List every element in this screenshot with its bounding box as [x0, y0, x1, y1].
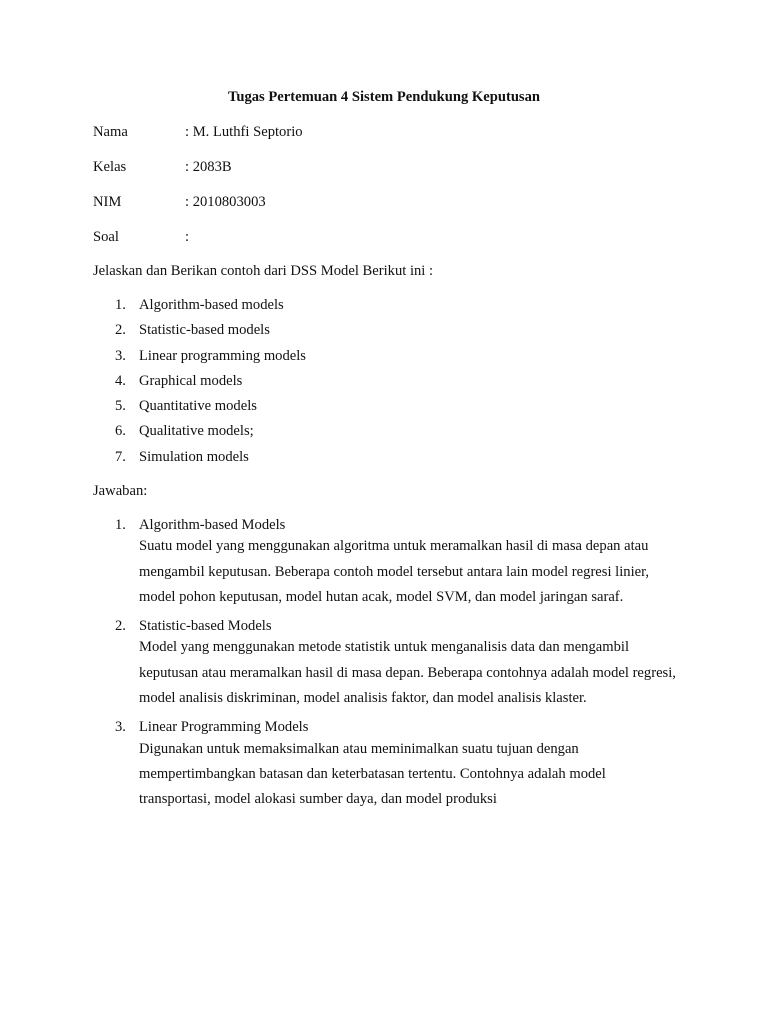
answer-item [93, 718, 683, 819]
answer-heading: Algorithm-based Models [139, 517, 286, 533]
answer-body: Model yang menggunakan metode statistik untuk menganalisis data dan mengambil keputusan atau meramalkan hasil di masa depan. Beberapa contohnya adalah model regresi, model analisis diskriminan, model analisis faktor, dan model analisis klaster. [139, 639, 676, 707]
list-item [93, 448, 693, 473]
list-item [93, 296, 693, 321]
list-number: 6. [115, 423, 126, 440]
answer-list [93, 516, 683, 820]
list-number: 7. [115, 448, 126, 465]
question-list [93, 296, 693, 473]
info-label: Soal [93, 229, 119, 245]
info-value: : 2010803003 [185, 194, 266, 210]
list-item-text: Linear programming models [139, 347, 306, 364]
list-item [93, 321, 693, 346]
instruction-text: Jelaskan dan Berikan contoh dari DSS Model Berikut ini : [93, 263, 434, 279]
info-value: : M. Luthfi Septorio [185, 124, 303, 140]
answer-heading: Statistic-based Models [139, 618, 272, 635]
list-number: 1. [115, 297, 126, 313]
list-number: 1. [115, 517, 126, 533]
answer-label: Jawaban: [93, 483, 148, 499]
list-item [93, 422, 693, 447]
list-number: 3. [115, 719, 126, 736]
info-label: Kelas [93, 159, 127, 175]
document-title: Tugas Pertemuan 4 Sistem Pendukung Keputusan [227, 89, 541, 105]
answer-heading: Linear Programming Models [139, 719, 309, 736]
list-item-text: Graphical models [139, 372, 243, 389]
info-value: : 2083B [185, 159, 232, 175]
answer-item [93, 617, 683, 718]
list-item-text: Algorithm-based models [139, 297, 284, 313]
list-item-text: Qualitative models; [139, 423, 254, 440]
list-item [93, 372, 693, 397]
list-item [93, 347, 693, 372]
list-number: 3. [115, 347, 126, 364]
info-label: Nama [93, 124, 128, 140]
list-number: 4. [115, 372, 126, 389]
list-item-text: Quantitative models [139, 398, 257, 415]
answer-body: Digunakan untuk memaksimalkan atau meminimalkan suatu tujuan dengan mempertimbangkan batasan dan keterbatasan tertentu. Contohnya adalah model transportasi, model alokasi sumber daya, dan model produksi [139, 740, 606, 808]
answer-item [93, 516, 683, 617]
list-item [93, 397, 693, 422]
info-value: : [185, 229, 190, 245]
list-item-text: Simulation models [139, 448, 249, 465]
answer-body: Suatu model yang menggunakan algoritma untuk meramalkan hasil di masa depan atau mengambil keputusan. Beberapa contoh model tersebut antara lain model regresi linier, model pohon keputusan, model hutan acak, model SVM, dan model jaringan saraf. [139, 538, 650, 605]
list-number: 5. [115, 398, 126, 415]
list-number: 2. [115, 322, 126, 339]
list-number: 2. [115, 618, 126, 635]
info-label: NIM [93, 194, 122, 210]
list-item-text: Statistic-based models [139, 322, 270, 339]
